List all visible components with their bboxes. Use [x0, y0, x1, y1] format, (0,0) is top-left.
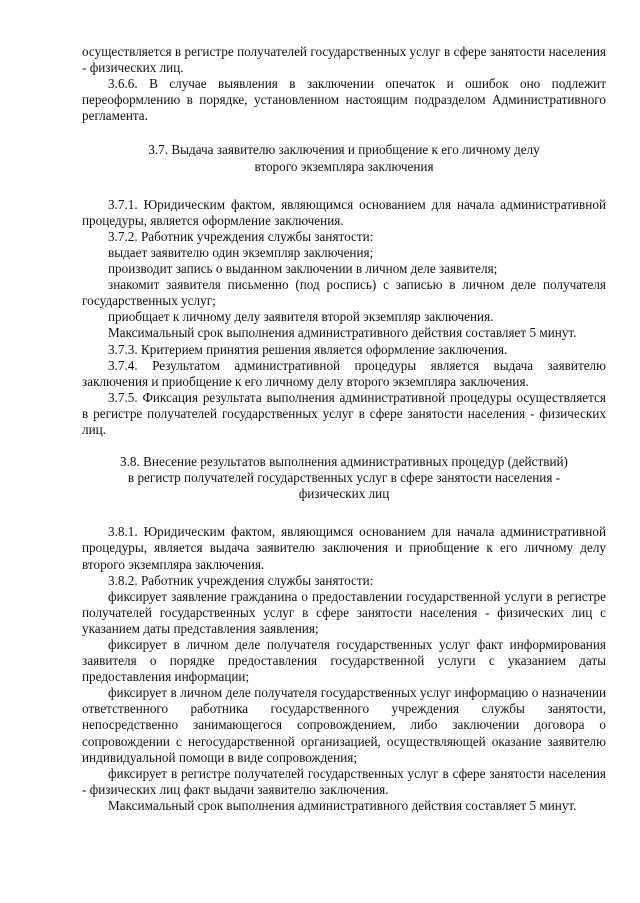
paragraph-3-7-4: 3.7.4. Результатом административной процедуры является выдача заявителю заключения и приобщение к его личному делу второго экземпляра заключения.	[82, 357, 606, 389]
section-3-8-heading-line-1: 3.8. Внесение результатов выполнения административных процедур (действий)	[120, 454, 568, 470]
max-duration-paragraph: Максимальный срок выполнения административного действия составляет 5 минут.	[108, 797, 577, 813]
paragraph-3-6-6: 3.6.6. В случае выявления в заключении опечаток и ошибок оно подлежит переоформлению в порядке, установленном настоящим подразделом Административного регламента.	[82, 76, 606, 124]
list-item: фиксирует в личном деле получателя государственных услуг информацию о назначении ответственного работника государственного учреждения службы занятости, непосредственно занимающегося сопровождением, либо заключении договора о сопровождении с негосударственной организацией, осуществляющей оказание заявителю индивидуальной помощи в виде сопровождения;	[82, 685, 606, 765]
section-3-8-heading-line-3: физических лиц	[298, 486, 390, 502]
list-item: знакомит заявителя письменно (под роспись) с записью в личном деле получателя государственных услуг;	[82, 277, 606, 309]
spacer	[82, 175, 606, 197]
paragraph-3-7-3: 3.7.3. Критерием принятия решения является оформление заключения.	[108, 341, 508, 357]
paragraph-3-7-1: 3.7.1. Юридическим фактом, являющимся основанием для начала административной процедуры, является оформление заключения.	[82, 196, 606, 228]
list-item: фиксирует в личном деле получателя государственных услуг факт информирования заявителя о порядке предоставления государственной услуги с указанием даты предоставления информации;	[82, 637, 606, 685]
list-item: приобщает к личному делу заявителя второй экземпляр заключения.	[108, 309, 494, 325]
document-page	[82, 44, 606, 814]
paragraph-3-8-1: 3.8.1. Юридическим фактом, являющимся основанием для начала административной процедуры, является выдача заявителю заключения и приобщение к его личному делу второго экземпляра заключения.	[82, 524, 606, 572]
section-3-7-heading	[82, 142, 606, 174]
section-3-8-body	[82, 524, 606, 814]
list-item: фиксирует заявление гражданина о предоставлении государственной услуги в регистре получателей государственных услуг в сфере занятости населения - физических лиц с указанием даты представления заявления;	[82, 588, 606, 636]
spacer	[82, 502, 606, 524]
paragraph-3-8-2: 3.8.2. Работник учреждения службы занятости:	[108, 572, 374, 588]
section-3-7-heading-line-2: второго экземпляра заключения	[254, 158, 434, 174]
spacer	[82, 438, 606, 454]
max-duration-paragraph: Максимальный срок выполнения административного действия составляет 5 минут.	[108, 325, 577, 341]
spacer	[82, 124, 606, 142]
section-3-7-heading-line-1: 3.7. Выдача заявителю заключения и приобщение к его личному делу	[148, 142, 540, 158]
intro-paragraph-1: осуществляется в регистре получателей государственных услуг в сфере занятости населения - физических лиц.	[82, 44, 606, 76]
section-3-8-heading-line-2: в регистр получателей государственных услуг в сфере занятости населения -	[127, 470, 561, 486]
list-item: фиксирует в регистре получателей государственных услуг в сфере занятости населения - физических лиц факт выдачи заявителю заключения.	[82, 765, 606, 797]
list-item: выдает заявителю один экземпляр заключения;	[108, 244, 374, 260]
paragraph-3-7-2: 3.7.2. Работник учреждения службы занятости:	[108, 228, 374, 244]
paragraph-3-7-5: 3.7.5. Фиксация результата выполнения административной процедуры осуществляется в регистре получателей государственных услуг в сфере занятости населения - физических лиц.	[82, 389, 606, 437]
section-3-7-body	[82, 197, 606, 438]
list-item: производит запись о выданном заключении в личном деле заявителя;	[108, 261, 498, 277]
section-3-8-heading	[82, 454, 606, 502]
